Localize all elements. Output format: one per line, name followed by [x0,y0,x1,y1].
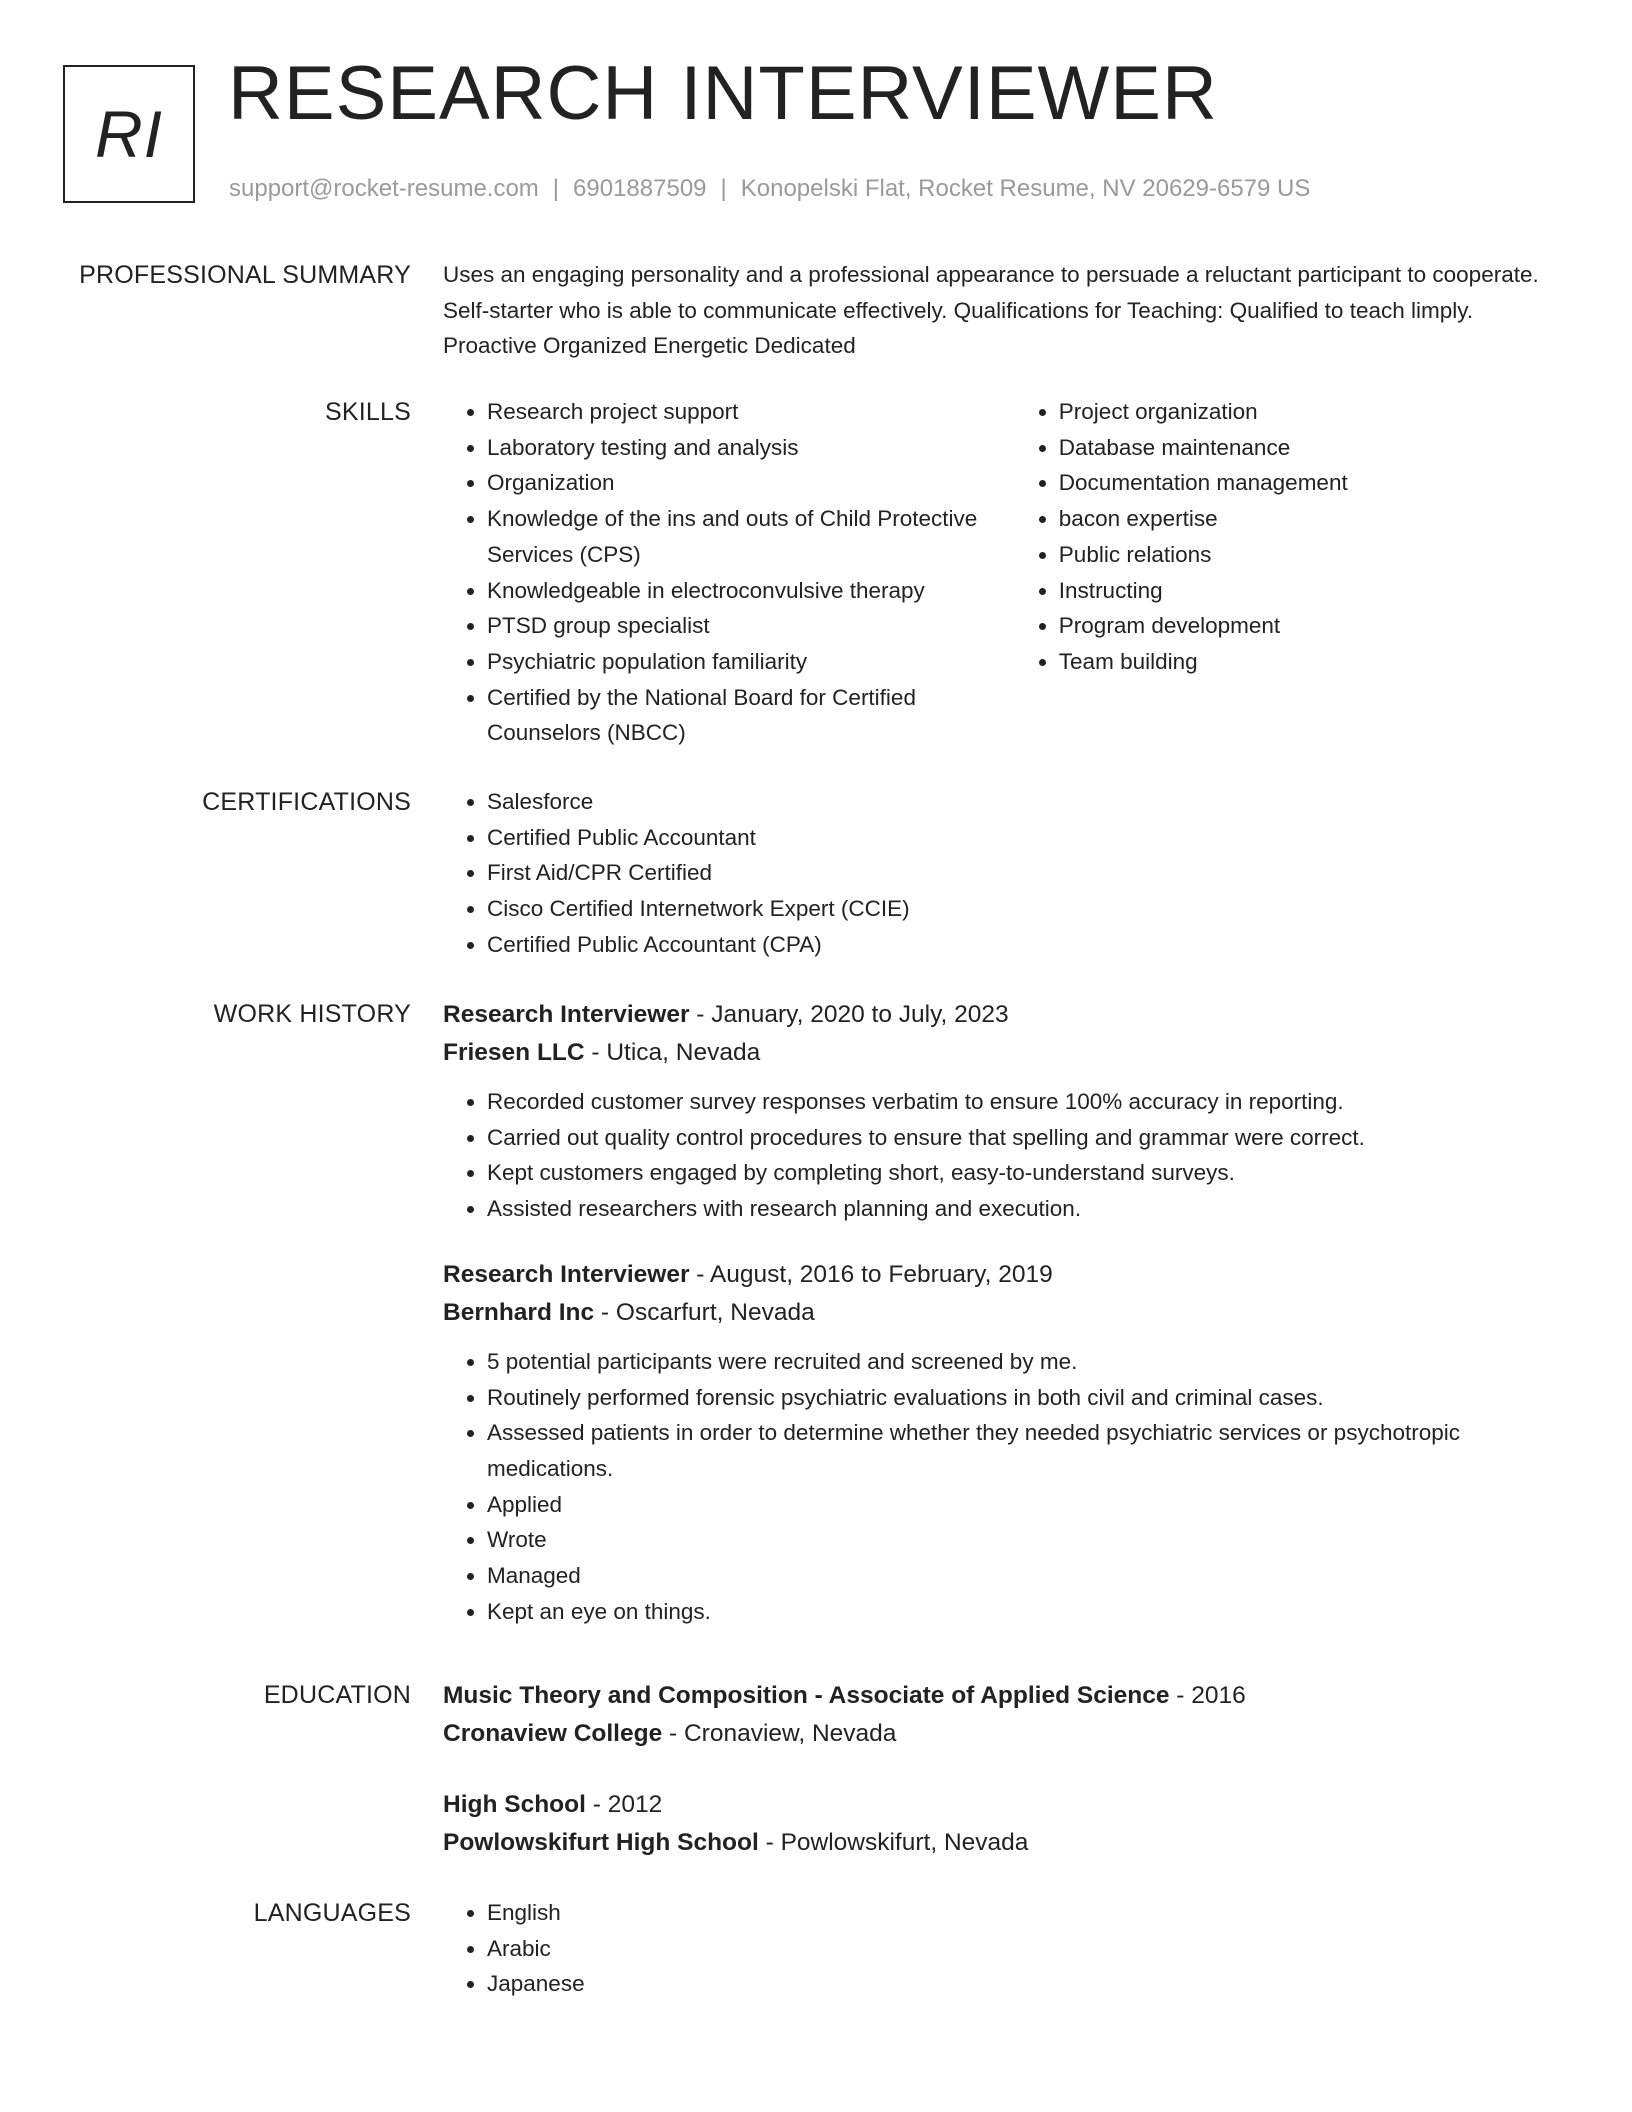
list-item: • Routinely performed forensic psychiatric evaluations in both civil and criminal cases. [487,1380,1543,1416]
contact-separator: | [552,175,560,202]
job-bullets [443,1084,1543,1227]
education-degree: Music Theory and Composition - Associate of Applied Science [443,1682,1170,1709]
list-item: • Organization [487,465,1015,501]
education-school: Powlowskifurt High School [443,1829,759,1856]
list-item: • Certified by the National Board for Certified Counselors (NBCC) [487,680,1015,751]
job-title-line [443,996,1543,1034]
list-item: • Documentation management [1059,465,1543,501]
list-item: • Assessed patients in order to determine whether they needed psychiatric services or psychotropic medications. [487,1415,1543,1486]
job-title: Research Interviewer [443,1001,690,1028]
education-year: - 2012 [585,1791,663,1818]
list-item: • Kept customers engaged by completing short, easy-to-understand surveys. [487,1155,1543,1191]
section-label-skills: SKILLS [325,398,411,426]
skills-list-left [443,394,1015,751]
job-entry [443,996,1543,1227]
job-bullets [443,1344,1543,1630]
education-degree-line [443,1786,1543,1824]
job-title: Research Interviewer [443,1260,690,1288]
job-company-line [443,1034,1543,1072]
list-item: • 5 potential participants were recruited and screened by me. [487,1344,1543,1380]
list-item: • Certified Public Accountant (CPA) [487,927,1543,963]
summary-text: Uses an engaging personality and a professional appearance to persuade a reluctant participant to cooperate. Self-starter who is able to communicate effectively. Qualifications for Teaching: Qualified to teach limply. Proactive Organized Energetic Dedicated [443,262,1539,358]
list-item: • Salesforce [487,784,1543,820]
job-location: - Oscarfurt, Nevada [594,1298,815,1326]
education-year: - 2016 [1169,1682,1246,1709]
contact-separator: | [720,175,727,202]
list-item: • Instructing [1059,573,1543,609]
job-company: Bernhard Inc [443,1298,595,1326]
list-item: • Wrote [487,1522,1543,1558]
contact-email[interactable]: support@rocket-resume.com [229,175,539,202]
list-item: • Team building [1059,644,1543,680]
contact-address: Konopelski Flat, Rocket Resume, NV 20629-6579 US [740,175,1311,202]
job-company-line [443,1294,1543,1332]
section-label-summary: PROFESSIONAL SUMMARY [79,261,411,289]
list-item: • Arabic [487,1931,1543,1967]
list-item: • Cisco Certified Internetwork Expert (CCIE) [487,891,1543,927]
list-item: • Database maintenance [1059,430,1543,466]
candidate-name: RESEARCH INTERVIEWER [228,51,1218,136]
section-label-work-history: WORK HISTORY [213,1000,411,1028]
list-item: • English [487,1895,1543,1931]
list-item: • Applied [487,1487,1543,1523]
education-degree: High School [443,1791,586,1818]
list-item: • Research project support [487,394,1015,430]
education-location: - Powlowskifurt, Nevada [758,1829,1029,1856]
education-school-line [443,1715,1543,1753]
list-item: • bacon expertise [1059,501,1543,537]
contact-phone[interactable]: 6901887509 [573,175,707,202]
list-item: • Kept an eye on things. [487,1594,1543,1630]
job-dates: - January, 2020 to July, 2023 [689,1001,1009,1028]
education-school: Cronaview College [443,1720,663,1747]
education-entry [443,1677,1543,1753]
skills-list-right [1015,394,1543,751]
list-item: • Project organization [1059,394,1543,430]
section-label-certifications: CERTIFICATIONS [202,788,411,816]
education-degree-line [443,1677,1543,1715]
list-item: • First Aid/CPR Certified [487,855,1543,891]
job-company: Friesen LLC [443,1039,585,1066]
job-entry [443,1256,1543,1630]
education-entry [443,1786,1543,1862]
list-item: • Recorded customer survey responses verbatim to ensure 100% accuracy in reporting. [487,1084,1543,1120]
contact-line [229,175,1310,203]
list-item: • Japanese [487,1966,1543,2002]
list-item: • Public relations [1059,537,1543,573]
education-location: - Cronaview, Nevada [662,1720,897,1747]
list-item: • Assisted researchers with research planning and execution. [487,1191,1543,1227]
list-item: • Managed [487,1558,1543,1594]
list-item: • Knowledge of the ins and outs of Child Protective Services (CPS) [487,501,1015,572]
education-school-line [443,1824,1543,1862]
list-item: • Program development [1059,608,1543,644]
list-item: • Laboratory testing and analysis [487,430,1015,466]
certifications-list [443,784,1543,963]
job-location: - Utica, Nevada [584,1039,761,1066]
list-item: • Carried out quality control procedures to ensure that spelling and grammar were correct. [487,1120,1543,1156]
languages-list [443,1895,1543,2002]
list-item: • Psychiatric population familiarity [487,644,1015,680]
section-label-languages: LANGUAGES [253,1899,411,1927]
job-title-line [443,1256,1543,1294]
job-dates: - August, 2016 to February, 2019 [689,1260,1053,1288]
list-item: • PTSD group specialist [487,608,1015,644]
list-item: • Knowledgeable in electroconvulsive therapy [487,573,1015,609]
section-label-education: EDUCATION [263,1681,411,1709]
monogram-logo: RI [63,65,195,203]
list-item: • Certified Public Accountant [487,820,1543,856]
